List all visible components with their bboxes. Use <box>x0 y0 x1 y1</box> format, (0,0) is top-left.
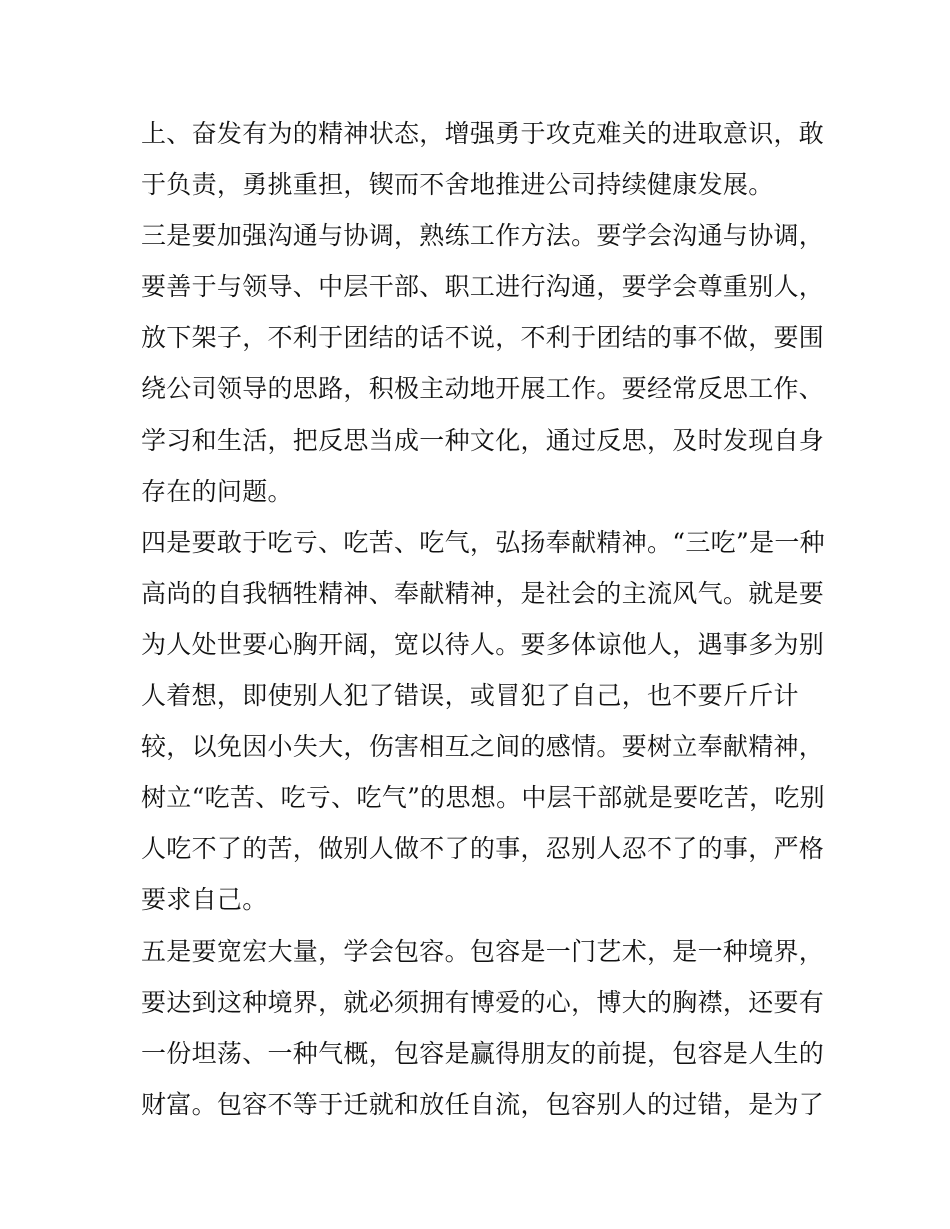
text-line-3: 三是要加强沟通与协调，熟练工作方法。要学会沟通与协调， <box>141 221 825 251</box>
text-line-12: 人着想，即使别人犯了错误，或冒犯了自己，也不要斤斤计 <box>141 681 799 711</box>
text-line-13: 较，以免因小失大，伤害相互之间的感情。要树立奉献精神， <box>141 732 825 762</box>
text-line-10: 高尚的自我牺牲精神、奉献精神，是社会的主流风气。就是要 <box>141 578 825 608</box>
text-line-17: 五是要宽宏大量，学会包容。包容是一门艺术，是一种境界， <box>141 936 825 966</box>
text-line-16: 要求自己。 <box>141 885 268 915</box>
text-line-6: 绕公司领导的思路，积极主动地开展工作。要经常反思工作、 <box>141 374 825 404</box>
text-line-4: 要善于与领导、中层干部、职工进行沟通，要学会尊重别人， <box>141 272 825 302</box>
text-line-5: 放下架子，不利于团结的话不说，不利于团结的事不做，要围 <box>141 323 825 353</box>
text-line-8: 存在的问题。 <box>141 476 293 506</box>
text-line-1: 上、奋发有为的精神状态，增强勇于攻克难关的进取意识，敢 <box>141 119 825 148</box>
text-line-7: 学习和生活，把反思当成一种文化，通过反思，及时发现自身 <box>141 425 825 455</box>
text-line-15: 人吃不了的苦，做别人做不了的事，忍别人忍不了的事，严格 <box>141 834 825 864</box>
text-line-11: 为人处世要心胸开阔，宽以待人。要多体谅他人，遇事多为别 <box>141 629 825 659</box>
text-line-20: 财富。包容不等于迁就和放任自流，包容别人的过错，是为了 <box>141 1089 825 1119</box>
text-line-18: 要达到这种境界，就必须拥有博爱的心，博大的胸襟，还要有 <box>141 987 825 1017</box>
text-line-14: 树立“吃苦、吃亏、吃气”的思想。中层干部就是要吃苦，吃别 <box>141 783 825 813</box>
text-line-19: 一份坦荡、一种气概，包容是赢得朋友的前提，包容是人生的 <box>141 1038 825 1068</box>
text-line-9: 四是要敢于吃亏、吃苦、吃气，弘扬奉献精神。“三吃”是一种 <box>141 527 825 557</box>
text-line-2: 于负责，勇挑重担，锲而不舍地推进公司持续健康发展。 <box>141 170 774 200</box>
document-body <box>141 108 825 1130</box>
